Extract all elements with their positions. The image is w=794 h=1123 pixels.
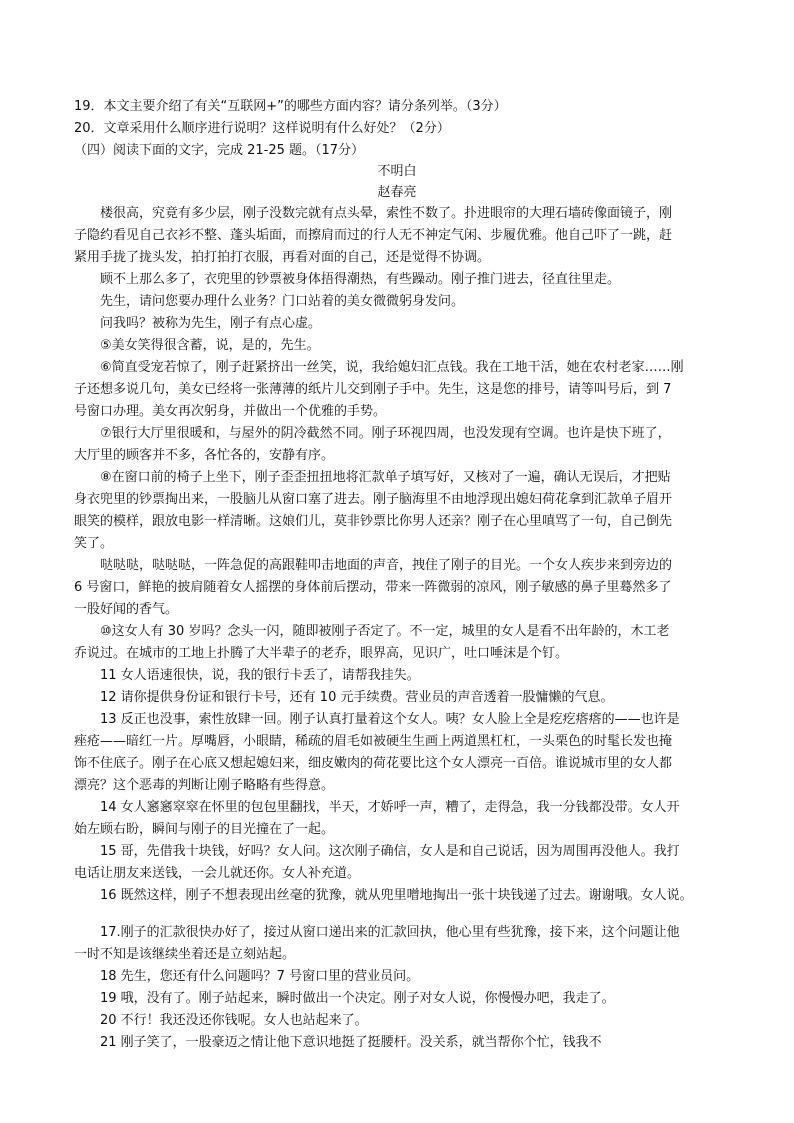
story-line: 14 女人窸窸窣窣在怀里的包包里翻找，半天，才娇呼一声，糟了，走得急，我一分钱都没带。女人开 — [100, 800, 680, 815]
story-line: 哒哒哒，哒哒哒，一阵急促的高跟鞋叩击地面的声音，拽住了刚子的目光。一个女人疾步来到旁边的 — [100, 558, 673, 573]
story-line: 顾不上那么多了，衣兜里的钞票被身体捂得潮热，有些躁动。刚子推门进去，径直往里走。 — [100, 272, 621, 287]
story-line: 先生，请问您要办理什么业务？门口站着的美女微微躬身发问。 — [100, 294, 465, 309]
story-line: 18 先生，您还有什么问题吗？7 号窗口里的营业员问。 — [100, 969, 420, 984]
story-line: ⑩这女人有 30 岁吗？念头一闪，随即被刚子否定了。不一定，城里的女人是看不出年龄的，木工老 — [100, 624, 670, 639]
story-title: 不明白 — [377, 164, 417, 179]
story-line: 号窗口办理。美女再次躬身，并做出一个优雅的手势。 — [74, 404, 387, 419]
section-4-heading: （四）阅读下面的文字，完成 21-25 题。（17分） — [74, 143, 365, 158]
story-line: 身衣兜里的钞票掏出来，一股脑儿从窗口塞了进去。刚子脑海里不由地浮现出媳妇荷花拿到汇款单子眉开 — [74, 492, 673, 507]
story-line: 笑了。 — [74, 536, 114, 551]
story-line: 紧用手拢了拢头发，拍打拍打衣服，再看对面的自己，还是觉得不协调。 — [74, 250, 491, 265]
story-line: 21 刚子笑了，一股豪迈之情让他下意识地挺了挺腰杆。没关系，就当帮你个忙，钱我不 — [100, 1035, 602, 1050]
story-line: 乔说过。在城市的工地上扑腾了大半辈子的老乔，眼界高，见识广，吐口唾沫是个钉。 — [74, 646, 569, 661]
story-line: 15 哥，先借我十块钱，好吗？女人问。这次刚子确信，女人是和自己说话，因为周围再没他人。我打 — [100, 844, 680, 859]
story-line: 13 反正也没事，索性放肆一回。刚子认真打量着这个女人。咦？女人脸上全是疙疙瘩瘩的——也许是 — [100, 712, 680, 727]
story-line: 6 号窗口，鲜艳的披肩随着女人摇摆的身体前后摆动，带来一阵微弱的凉风，刚子敏感的鼻子里蓦然多了 — [74, 580, 672, 595]
story-line: 20 不行！我还没还你钱呢。女人也站起来了。 — [100, 1013, 368, 1028]
story-line: ⑧在窗口前的椅子上坐下，刚子歪歪扭扭地将汇款单子填写好，又核对了一遍，确认无误后，才把贴 — [100, 470, 671, 485]
story-line: 一股好闻的香气。 — [74, 602, 179, 617]
question-19: 19．本文主要介绍了有关“互联网+”的哪些方面内容？请分条列举。（3分） — [74, 99, 507, 114]
story-line: 痤疮——暗红一片。厚嘴唇，小眼睛，稀疏的眉毛如被硬生生画上两道黑杠杠，一头栗色的时髦长发也掩 — [74, 734, 673, 749]
story-line: 11 女人语速很快，说，我的银行卡丢了，请帮我挂失。 — [100, 668, 420, 683]
story-line: ⑦银行大厅里很暖和，与屋外的阴冷截然不同。刚子环视四周，也没发现有空调。也许是快下班了， — [100, 426, 671, 441]
story-line: 12 请你提供身份证和银行卡号，还有 10 元手续费。营业员的声音透着一股慵懒的气息。 — [100, 690, 614, 705]
story-line: 电话让朋友来送钱，一会儿就还你。女人补充道。 — [74, 866, 361, 881]
story-line: 始左顾右盼，瞬间与刚子的目光撞在了一起。 — [74, 822, 335, 837]
story-line: ⑥简直受宠若惊了，刚子赶紧挤出一丝笑，说，我给媳妇汇点钱。我在工地干活，她在农村老家……刚 — [100, 360, 684, 375]
story-line: 子隐约看见自己衣衫不整、蓬头垢面，而擦肩而过的行人无不神定气闲、步履优雅。他自己吓了一跳，赶 — [74, 228, 673, 243]
story-author: 赵春亮 — [377, 185, 417, 200]
story-line: 漂亮？这个恶毒的判断让刚子略略有些得意。 — [74, 778, 335, 793]
story-line: 问我吗？被称为先生，刚子有点心虚。 — [100, 316, 322, 331]
story-line: 17.刚子的汇款很快办好了，接过从窗口递出来的汇款回执，他心里有些犹豫，接下来，这个问题让他 — [100, 925, 680, 940]
story-line: 16 既然这样，刚子不想表现出丝毫的犹豫，就从兜里噌地掏出一张十块钱递了过去。谢谢哦。女人说。 — [100, 888, 693, 903]
story-line: 大厅里的顾客并不多，各忙各的，安静有序。 — [74, 448, 335, 463]
story-line: 19 哦，没有了。刚子站起来，瞬时做出一个决定。刚子对女人说，你慢慢办吧，我走了。 — [100, 991, 615, 1006]
story-line: 饰不住底子。刚子在心底又想起媳妇来，细皮嫩肉的荷花要比这个女人漂亮一百倍。谁说城市里的女人都 — [74, 756, 673, 771]
story-line: 眼笑的模样，跟放电影一样清晰。这娘们儿，莫非钞票比你男人还亲？刚子在心里嗔骂了一句，自己倒先 — [74, 514, 673, 529]
story-line: 楼很高，究竟有多少层，刚子没数完就有点头晕，索性不数了。扑进眼帘的大理石墙砖像面镜子，刚 — [100, 206, 673, 221]
question-20: 20．文章采用什么顺序进行说明？这样说明有什么好处？（2分） — [74, 121, 450, 136]
story-line: ⑤美女笑得很含蓄，说，是的，先生。 — [100, 338, 320, 353]
story-line: 子还想多说几句，美女已经将一张薄薄的纸片儿交到刚子手中。先生，这是您的排号，请等叫号后，到 7 — [74, 382, 672, 397]
story-line: 一时不知是该继续坐着还是立刻站起。 — [74, 947, 296, 962]
